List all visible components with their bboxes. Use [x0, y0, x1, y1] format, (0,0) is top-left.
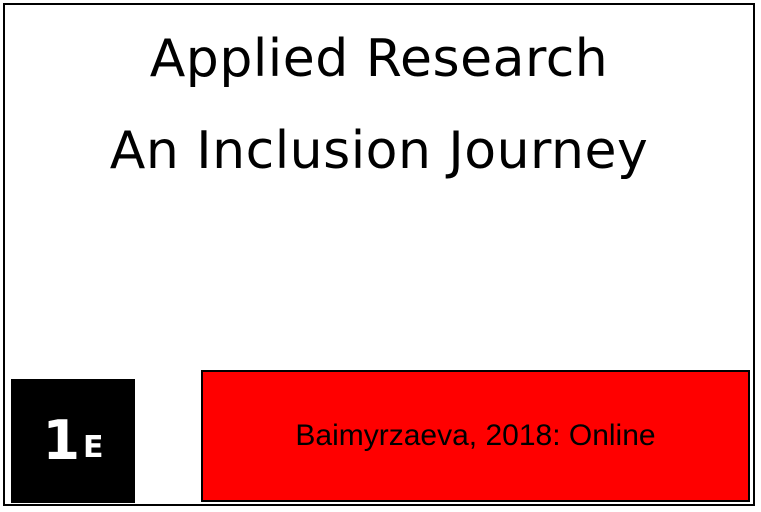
- source-citation-box: [201, 370, 750, 502]
- slide-title: [5, 13, 753, 197]
- slide-card: [3, 3, 755, 506]
- title-line-1: Applied Research: [149, 29, 609, 89]
- badge-letter: E: [83, 430, 104, 465]
- badge-number: 1: [42, 409, 81, 472]
- source-citation: Baimyrzaeva, 2018: Online: [295, 419, 656, 452]
- section-badge: [11, 379, 135, 503]
- title-line-2: An Inclusion Journey: [109, 121, 649, 181]
